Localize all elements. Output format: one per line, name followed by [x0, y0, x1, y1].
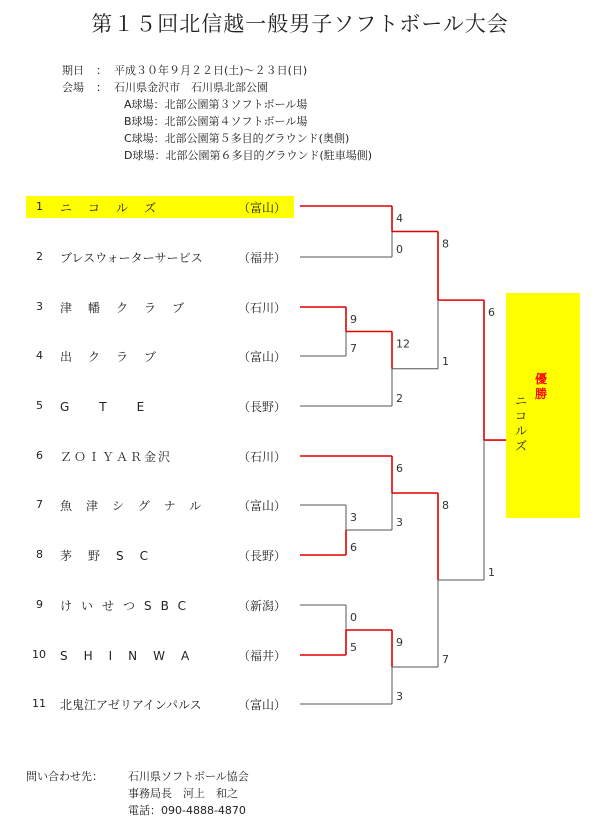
team-number: 4 [36, 349, 43, 362]
page-title: 第１５回北信越一般男子ソフトボール大会 [91, 12, 509, 36]
score-label: 7 [442, 653, 449, 666]
score-label: 9 [350, 313, 357, 326]
team-name: S H I N W A [60, 649, 192, 663]
team-number: 2 [36, 250, 43, 263]
venue-label: 会場 [62, 81, 84, 94]
contact-person: 事務局長 河上 和之 [128, 787, 238, 800]
team-number: 7 [36, 498, 43, 511]
score-label: 8 [442, 499, 449, 512]
team-name: けいせつSBC [60, 599, 196, 613]
team-prefecture: （富山） [238, 350, 287, 364]
team-prefecture: （新潟） [238, 599, 287, 613]
contact-label: 問い合わせ先： [26, 770, 103, 783]
team-name: 出 ク ラ ブ [60, 350, 159, 364]
team-name: 茅 野 S C [60, 549, 150, 563]
score-label: 2 [396, 392, 403, 405]
team-number: 10 [32, 648, 46, 661]
team-prefecture: （福井） [238, 649, 287, 663]
score-label: 3 [396, 516, 403, 529]
team-prefecture: （富山） [238, 201, 287, 215]
team-prefecture: （石川） [238, 301, 287, 315]
team-number: 8 [36, 548, 43, 561]
venue-sep: ： [96, 81, 107, 94]
team-prefecture: （長野） [238, 549, 287, 563]
score-label: 0 [396, 243, 403, 256]
contact-phone: 電話：090-4888-4870 [128, 804, 246, 817]
team-prefecture: （長野） [238, 400, 287, 414]
team-name: G T E [60, 400, 147, 414]
score-label: 12 [396, 337, 410, 351]
champion-name: ニコルズ [514, 394, 527, 453]
team-prefecture: （福井） [238, 251, 287, 265]
score-label: 7 [350, 342, 357, 355]
score-label: 0 [350, 611, 357, 624]
field-b: B球場：北部公園第４ソフトボール場 [124, 115, 308, 128]
date-sep: ： [96, 64, 107, 77]
score-label: 1 [488, 566, 495, 579]
date-value: 平成３０年９月２２日(土)～２３日(日) [114, 64, 308, 77]
team-name: 津 幡 ク ラ ブ [60, 301, 187, 315]
field-c: C球場：北部公園第５多目的グラウンド(奥側) [124, 132, 350, 145]
team-name: ニ コ ル ズ [60, 201, 159, 215]
score-label: 1 [442, 354, 449, 368]
team-name: 北鬼江アゼリアインパルス [60, 698, 202, 712]
team-prefecture: （富山） [238, 499, 287, 513]
field-a: A球場：北部公園第３ソフトボール場 [124, 98, 308, 111]
score-label: 5 [350, 641, 357, 654]
score-label: 6 [350, 541, 357, 554]
team-prefecture: （石川） [238, 450, 287, 464]
team-number: 6 [36, 449, 43, 462]
team-prefecture: （富山） [238, 698, 287, 712]
champion-label: 優勝 [534, 372, 547, 401]
score-label: 8 [442, 237, 449, 251]
team-name: ブレスウォーターサービス [60, 251, 203, 265]
score-label: 3 [396, 690, 403, 703]
team-number: 3 [36, 300, 43, 313]
team-name: 魚津シグナル [60, 499, 216, 513]
venue-value: 石川県金沢市 石川県北部公園 [114, 81, 268, 94]
contact-org: 石川県ソフトボール協会 [128, 770, 249, 783]
team-name: ＺＯＩＹＡＲ金沢 [60, 450, 173, 464]
score-label: 6 [488, 306, 495, 320]
score-label: 3 [350, 511, 357, 524]
team-number: 5 [36, 399, 43, 412]
field-d: D球場：北部公園第６多目的グラウンド(駐車場側) [124, 149, 373, 162]
team-number: 9 [36, 598, 43, 611]
score-label: 4 [396, 212, 403, 225]
date-label: 期日 [62, 64, 84, 77]
team-number: 1 [36, 200, 43, 213]
score-label: 9 [396, 636, 403, 649]
team-number: 11 [32, 697, 46, 710]
score-label: 6 [396, 462, 403, 475]
